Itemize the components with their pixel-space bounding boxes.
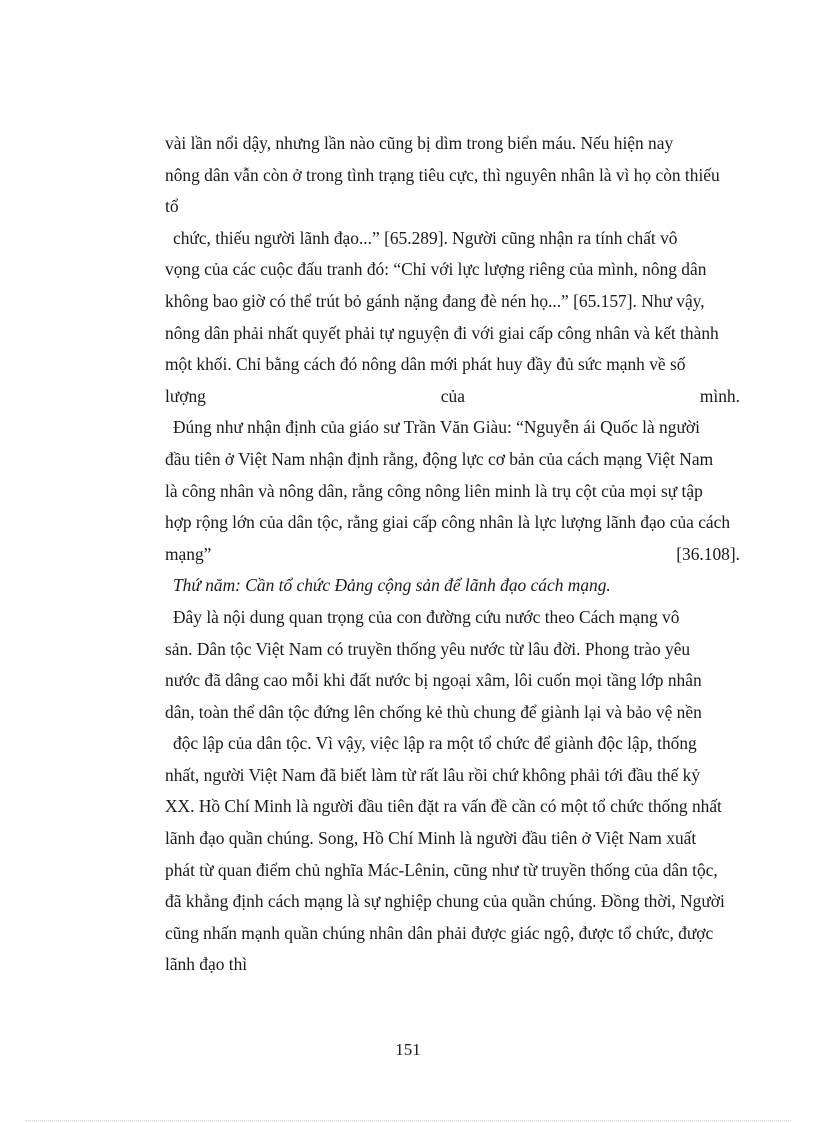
spread-text-line <box>165 539 740 571</box>
text-line: cũng nhấn mạnh quần chúng nhân dân phải được giác ngộ, được tổ chức, được <box>165 922 714 943</box>
page-number: 151 <box>395 1040 421 1059</box>
section-heading: Thứ năm: Cần tổ chức Đảng cộng sản để lãnh đạo cách mạng. <box>173 575 611 596</box>
word: mình. <box>699 385 740 406</box>
text-line: nhất, người Việt Nam đã biết làm từ rất lâu rồi chứ không phải tới đầu thế kỷ <box>165 764 701 785</box>
text-line: XX. Hồ Chí Minh là người đầu tiên đặt ra vấn đề cần có một tổ chức thống nhất <box>165 796 722 817</box>
text-line: chức, thiếu người lãnh đạo...” [65.289]. Người cũng nhận ra tính chất vô <box>173 227 678 248</box>
citation: [36.108]. <box>676 543 740 564</box>
text-line: một khối. Chỉ bằng cách đó nông dân mới phát huy đầy đủ sức mạnh về số <box>165 354 686 375</box>
text-line: nước đã dâng cao mỗi khi đất nước bị ngoại xâm, lôi cuốn mọi tầng lớp nhân <box>165 670 702 691</box>
body-text <box>165 128 740 981</box>
text-line: không bao giờ có thể trút bỏ gánh nặng đang đè nén họ...” [65.157]. Như vậy, <box>165 290 705 311</box>
text-line: Đúng như nhận định của giáo sư Trần Văn Giàu: “Nguyễn ái Quốc là người <box>173 417 700 438</box>
text-line: vài lần nổi dậy, nhưng lần nào cũng bị dìm trong biển máu. Nếu hiện nay <box>165 133 674 153</box>
text-line: độc lập của dân tộc. Vì vậy, việc lập ra một tổ chức để giành độc lập, thống <box>173 733 697 754</box>
text-line: dân, toàn thể dân tộc đứng lên chống kẻ thù chung để giành lại và bảo vệ nền <box>165 701 702 722</box>
word: mạng” <box>165 543 212 564</box>
text-line: sản. Dân tộc Việt Nam có truyền thống yêu nước từ lâu đời. Phong trào yêu <box>165 638 691 659</box>
text-line: tổ <box>165 196 179 217</box>
text-line: hợp rộng lớn của dân tộc, rằng giai cấp công nhân là lực lượng lãnh đạo của cách <box>165 512 731 533</box>
text-line: là công nhân và nông dân, rằng công nông liên minh là trụ cột của mọi sự tập <box>165 480 703 501</box>
text-line: đã khẳng định cách mạng là sự nghiệp chung của quần chúng. Đồng thời, Người <box>165 891 725 912</box>
word: lượng <box>165 385 206 406</box>
text-line: nông dân phải nhất quyết phải tự nguyện đi với giai cấp công nhân và kết thành <box>165 322 719 343</box>
text-line: vọng của các cuộc đấu tranh đó: “Chỉ với lực lượng riêng của mình, nông dân <box>165 259 707 280</box>
text-line: đầu tiên ở Việt Nam nhận định rằng, động lực cơ bản của cách mạng Việt Nam <box>165 448 714 469</box>
spread-text-line <box>165 381 740 413</box>
text-line: lãnh đạo thì <box>165 954 248 975</box>
page-divider <box>25 1120 791 1121</box>
text-line: nông dân vẫn còn ở trong tình trạng tiêu cực, thì nguyên nhân là vì họ còn thiếu <box>165 164 720 185</box>
text-line: lãnh đạo quần chúng. Song, Hồ Chí Minh là người đầu tiên ở Việt Nam xuất <box>165 828 697 849</box>
text-line: phát từ quan điểm chủ nghĩa Mác-Lênin, cũng như từ truyền thống của dân tộc, <box>165 859 718 880</box>
text-line: Đây là nội dung quan trọng của con đường cứu nước theo Cách mạng vô <box>173 606 680 627</box>
word: của <box>440 385 465 406</box>
